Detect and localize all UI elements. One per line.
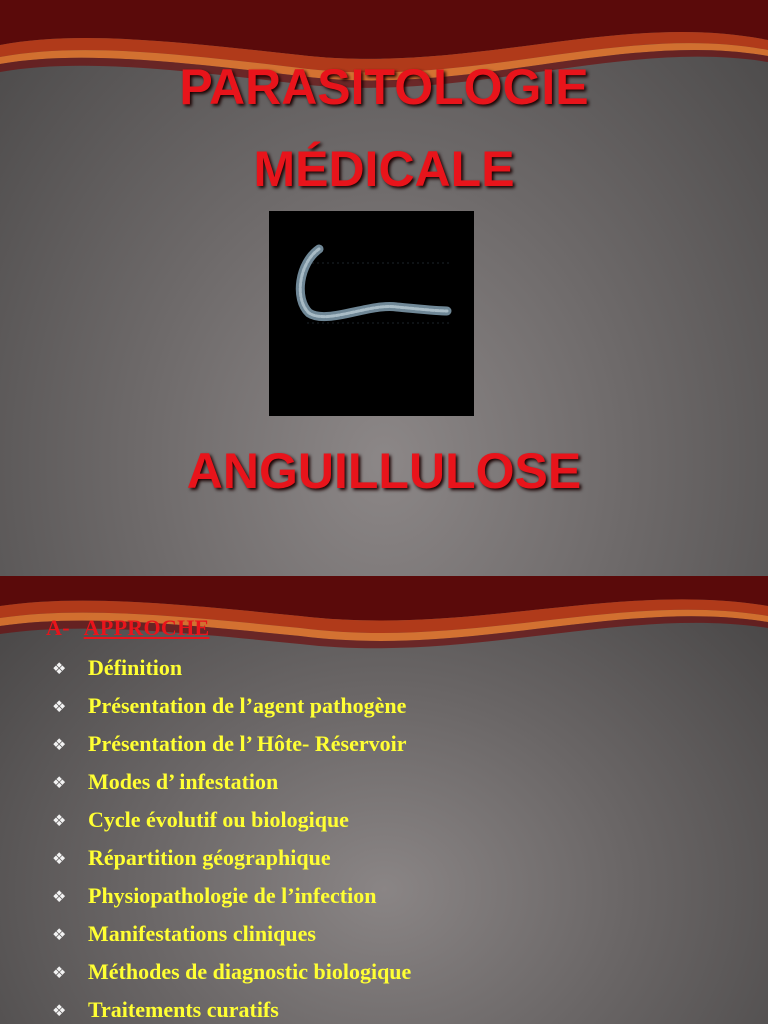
list-item (52, 801, 411, 839)
diamond-bullet-icon: ❖ (52, 772, 67, 792)
nematode-worm-icon (269, 211, 474, 416)
diamond-bullet-icon: ❖ (52, 962, 67, 982)
nematode-image (269, 211, 474, 416)
list-item (52, 953, 411, 991)
list-item-text: Présentation de l’ Hôte- Réservoir (88, 731, 407, 756)
list-item (52, 687, 411, 725)
diamond-bullet-icon: ❖ (52, 1000, 67, 1020)
list-item (52, 763, 411, 801)
list-item (52, 649, 411, 687)
list-item (52, 991, 411, 1024)
diamond-bullet-icon: ❖ (52, 810, 67, 830)
diamond-bullet-icon: ❖ (52, 924, 67, 944)
list-item-text: Répartition géographique (88, 845, 331, 870)
bullet-list (52, 649, 411, 1024)
list-item (52, 725, 411, 763)
outline-slide (0, 576, 768, 1024)
list-item-text: Manifestations cliniques (88, 921, 316, 946)
list-item-text: Méthodes de diagnostic biologique (88, 959, 412, 984)
section-heading-label: APPROCHE (83, 615, 210, 640)
section-heading (46, 615, 209, 641)
list-item (52, 839, 411, 877)
diamond-bullet-icon: ❖ (52, 848, 67, 868)
diamond-bullet-icon: ❖ (52, 658, 67, 678)
section-heading-prefix: A- (46, 615, 70, 640)
list-item (52, 877, 411, 915)
list-item-text: Traitements curatifs (88, 997, 279, 1022)
diamond-bullet-icon: ❖ (52, 886, 67, 906)
list-item-text: Définition (88, 655, 183, 680)
list-item-text: Physiopathologie de l’infection (88, 883, 377, 908)
list-item-text: Modes d’ infestation (88, 769, 279, 794)
diamond-bullet-icon: ❖ (52, 696, 67, 716)
diamond-bullet-icon: ❖ (52, 734, 67, 754)
list-item-text: Présentation de l’agent pathogène (88, 693, 407, 718)
list-item-text: Cycle évolutif ou biologique (88, 807, 349, 832)
slide-title-line1: PARASITOLOGIE (179, 59, 589, 115)
slide-title-line2: MÉDICALE (253, 141, 515, 197)
list-item (52, 915, 411, 953)
slide-subtitle: ANGUILLULOSE (186, 443, 582, 499)
